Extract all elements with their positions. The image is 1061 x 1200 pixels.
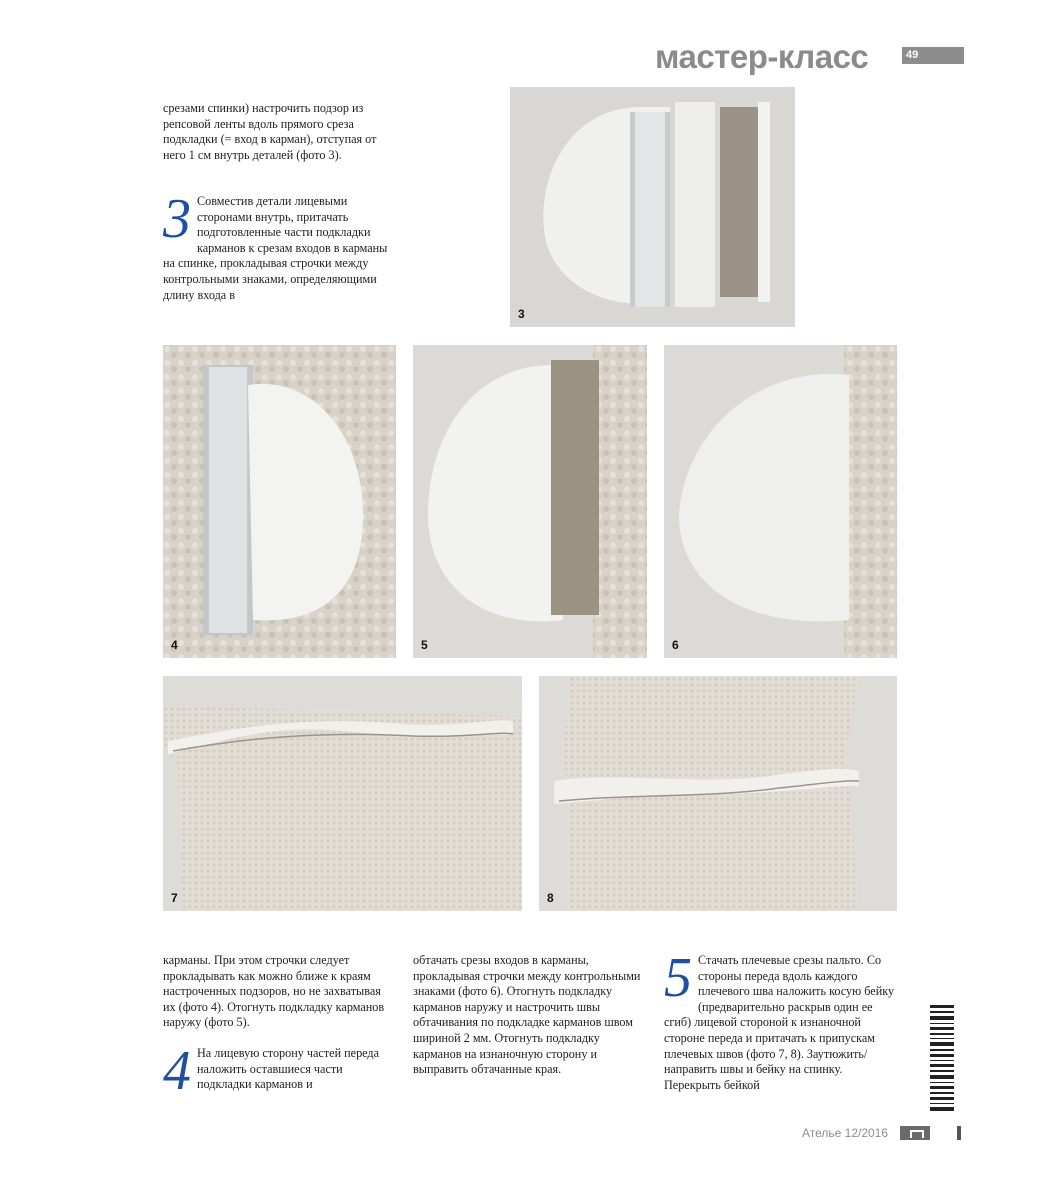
photo-4 [163,345,396,658]
step-4 [163,1040,395,1102]
col1-bottom-text [163,953,395,1031]
step-5-number: 5 [664,947,692,1009]
col2-bottom-paragraph: обтачать срезы входов в карманы, прокладывая строчки между контрольными знаками (фото 6). Отогнуть подкладку карманов наружу и настрочить швы обтачивания по подкладке карманов швом шириной 2 мм. Отогнуть подкладку карманов на изнаночную сторону и выправить обтачанные края. [413,953,641,1077]
photo-4-label: 4 [171,638,178,652]
photo-4-image [163,345,396,658]
intro-text [163,101,393,163]
photo-6-image [664,345,897,658]
photo-8 [539,676,897,911]
photo-7-image [163,676,522,911]
step-4-number: 4 [163,1040,191,1102]
page-number: 49 [902,47,964,64]
col2-bottom-text [413,953,647,1078]
photo-5-label: 5 [421,638,428,652]
photo-8-label: 8 [547,891,554,905]
photo-8-image [539,676,897,911]
photo-7-label: 7 [171,891,178,905]
magazine-logo-icon [900,1126,930,1140]
photo-5-image [413,345,647,658]
step-5-text: Стачать плечевые срезы пальто. Со стороны переда вдоль каждого плечевого шва наложить косую бейку (предварительно раскрыв один ее сгиб) лицевой стороной к изнаночной стороне переда и притачать к припускам плечевых швов (фото 7, 8). Заутюжить/направить швы и бейку на спинку. Перекрыть бейкой [664,953,895,1092]
photo-3 [510,87,795,327]
photo-5 [413,345,647,658]
footer-marker [957,1126,961,1140]
photo-3-label: 3 [518,307,525,321]
issue-label: Ателье 12/2016 [802,1126,889,1140]
col1-bottom-paragraph: карманы. При этом строчки следует прокладывать как можно ближе к краям настроченных подзоров, но не захватывая их (фото 4). Отогнуть подкладку карманов наружу (фото 5). [163,953,385,1030]
step-3 [163,188,393,303]
step-5 [664,947,897,1093]
barcode [930,1005,954,1115]
intro-paragraph: срезами спинки) настрочить подзор из репсовой ленты вдоль прямого среза подкладки (= вход в карман), отступая от него 1 см внутрь деталей (фото 3). [163,101,377,162]
section-title: мастер-класс [655,38,869,75]
step-3-number: 3 [163,188,191,250]
step-4-text: На лицевую сторону частей переда наложить оставшиеся части подкладки карманов и [197,1046,380,1092]
photo-3-image [510,87,795,327]
step-3-text: Совместив детали лицевыми сторонами внутрь, притачать подготовленные части подкладки карманов к срезам входов в карманы на спинке, прокладывая строчки между контрольными знаками, определяющими длину входа в [163,194,388,302]
photo-6 [664,345,897,658]
photo-6-label: 6 [672,638,679,652]
photo-7 [163,676,522,911]
